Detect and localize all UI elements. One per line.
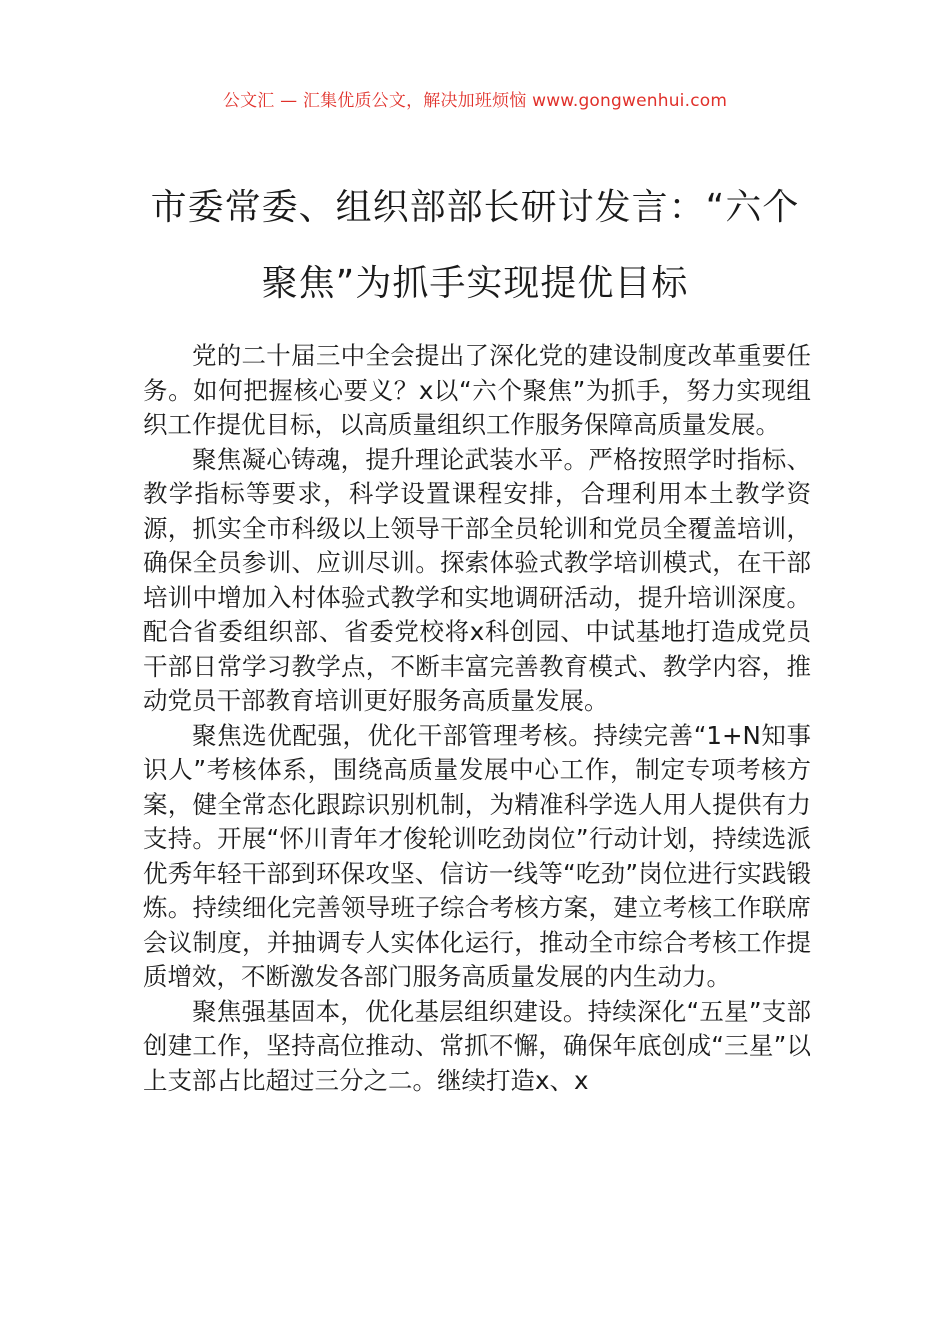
paragraph: 党的二十届三中全会提出了深化党的建设制度改革重要任务。如何把握核心要义？x以“六个聚焦”为抓手，努力实现组织工作提优目标，以高质量组织工作服务保障高质量发展。 xyxy=(143,341,811,439)
title-line-1: 市委常委、组织部部长研讨发言：“六个 xyxy=(150,187,800,228)
document-title xyxy=(120,170,830,322)
paragraph: 聚焦凝心铸魂，提升理论武装水平。严格按照学时指标、教学指标等要求，科学设置课程安排，合理利用本土教学资源，抓实全市科级以上领导干部全员轮训和党员全覆盖培训，确保全员参训、应训尽训。探索体验式教学培训模式，在干部培训中增加入村体验式教学和实地调研活动，提升培训深度。配合省委组织部、省委党校将x科创园、中试基地打造成党员干部日常学习教学点，不断丰富完善教育模式、教学内容，推动党员干部教育培训更好服务高质量发展。 xyxy=(143,444,811,715)
document-body xyxy=(143,339,811,1098)
paragraph: 聚焦强基固本，优化基层组织建设。持续深化“五星”支部创建工作，坚持高位推动、常抓不懈，确保年底创成“三星”以上支部占比超过三分之二。继续打造x、x xyxy=(143,996,811,1095)
title-line-2: 聚焦”为抓手实现提优目标 xyxy=(261,263,689,304)
site-header-banner: 公文汇 — 汇集优质公文，解决加班烦恼 www.gongwenhui.com xyxy=(222,91,728,111)
paragraph: 聚焦选优配强，优化干部管理考核。持续完善“1+N知事识人”考核体系，围绕高质量发展中心工作，制定专项考核方案，健全常态化跟踪识别机制，为精准科学选人用人提供有力支持。开展“怀川青年才俊轮训吃劲岗位”行动计划，持续选派优秀年轻干部到环保攻坚、信访一线等“吃劲”岗位进行实践锻炼。持续细化完善领导班子综合考核方案，建立考核工作联席会议制度，并抽调专人实体化运行，推动全市综合考核工作提质增效，不断激发各部门服务高质量发展的内生动力。 xyxy=(143,720,811,991)
